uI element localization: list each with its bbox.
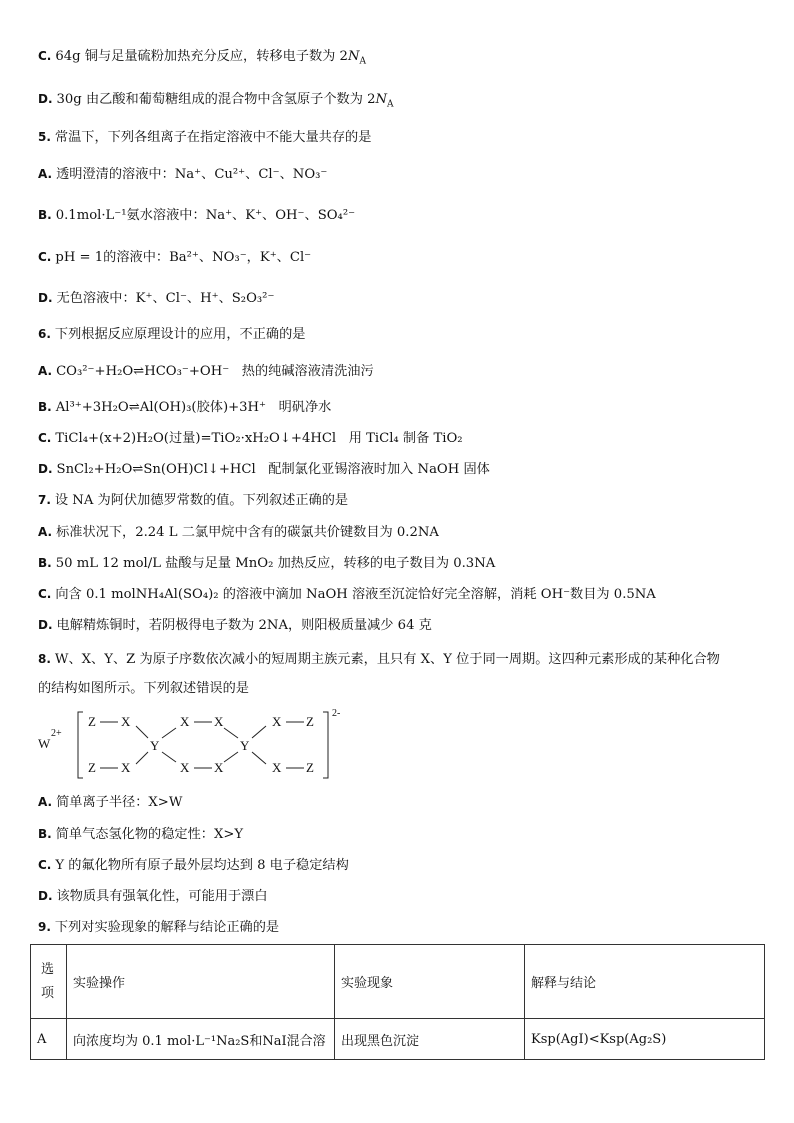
atom-x: X <box>214 714 224 729</box>
q5-option-a: A. 透明澄清的溶液中：Na⁺、Cu²⁺、Cl⁻、NO₃⁻ <box>38 167 328 182</box>
q8-stem-line1: 8. W、X、Y、Z 为原子序数依次减小的短周期主族元素，且只有 X、Y 位于同一周期。这四种元素形成的某种化合物 <box>38 652 720 667</box>
q5-option-d: D. 无色溶液中：K⁺、Cl⁻、H⁺、S₂O₃²⁻ <box>38 291 275 306</box>
cell-operation: 向浓度均为 0.1 mol·L⁻¹Na₂S和NaI混合溶 <box>67 1019 335 1060</box>
cell-phenomenon: 出现黑色沉淀 <box>335 1019 525 1060</box>
q8-option-d: D. 该物质具有强氧化性，可能用于漂白 <box>38 889 268 904</box>
q7-option-b: B. 50 mL 12 mol/L 盐酸与足量 MnO₂ 加热反应，转移的电子数目为 0.3NA <box>38 556 496 571</box>
q7-option-d: D. 电解精炼铜时，若阴极得电子数为 2NA，则阳极质量减少 64 克 <box>38 618 432 633</box>
atom-z: Z <box>88 714 96 729</box>
q9-stem: 9. 下列对实验现象的解释与结论正确的是 <box>38 920 280 935</box>
atom-x: X <box>180 714 190 729</box>
q8-option-c: C. Y 的氟化物所有原子最外层均达到 8 电子稳定结构 <box>38 858 349 873</box>
q8-stem-line2: 的结构如图所示。下列叙述错误的是 <box>38 681 249 696</box>
q8-option-b: B. 简单气态氢化物的稳定性：X>Y <box>38 827 244 842</box>
q6-option-b: B. Al³⁺+3H₂O⇌Al(OH)₃(胶体)+3H⁺ 明矾净水 <box>38 400 332 415</box>
anion-charge: 2- <box>332 708 341 719</box>
header-phenomenon: 实验现象 <box>335 945 525 1019</box>
q6-option-d: D. SnCl₂+H₂O⇌Sn(OH)Cl↓+HCl 配制氯化亚锡溶液时加入 NaOH 固体 <box>38 462 490 477</box>
atom-y: Y <box>150 738 160 753</box>
q7-stem: 7. 设 NA 为阿伏加德罗常数的值。下列叙述正确的是 <box>38 493 349 508</box>
header-option: 选项 <box>31 945 67 1019</box>
atom-x: X <box>214 760 224 775</box>
table-header-row <box>31 945 765 1019</box>
cell-conclusion: Ksp(AgI)<Ksp(Ag₂S) <box>525 1019 765 1060</box>
atom-x: X <box>272 714 282 729</box>
q9-table <box>30 944 765 1060</box>
atom-x: X <box>121 760 131 775</box>
atom-x: X <box>121 714 131 729</box>
q6-option-a: A. CO₃²⁻+H₂O⇌HCO₃⁻+OH⁻ 热的纯碱溶液清洗油污 <box>38 364 374 379</box>
atom-z: Z <box>306 760 314 775</box>
q8-option-a: A. 简单离子半径：X>W <box>38 795 183 810</box>
atom-z: Z <box>306 714 314 729</box>
q4-option-c: C. 64g 铜与足量硫粉加热充分反应，转移电子数为 $2N_A$ <box>38 49 366 67</box>
header-operation: 实验操作 <box>67 945 335 1019</box>
q7-option-c: C. 向含 0.1 molNH₄Al(SO₄)₂ 的溶液中滴加 NaOH 溶液至沉淀恰好完全溶解，消耗 OH⁻数目为 0.5NA <box>38 587 656 602</box>
cation-w: W <box>38 736 51 751</box>
q5-stem: 5. 常温下，下列各组离子在指定溶液中不能大量共存的是 <box>38 130 372 145</box>
atom-y: Y <box>240 738 250 753</box>
q5-option-b: B. 0.1mol·L⁻¹氨水溶液中：Na⁺、K⁺、OH⁻、SO₄²⁻ <box>38 208 356 223</box>
header-conclusion: 解释与结论 <box>525 945 765 1019</box>
q4-option-d: D. 30g 由乙酸和葡萄糖组成的混合物中含氢原子个数为 $2N_A$ <box>38 92 394 110</box>
q8-structure-diagram <box>38 708 358 784</box>
atom-x: X <box>272 760 282 775</box>
cell-option: A <box>31 1019 67 1060</box>
q7-option-a: A. 标准状况下，2.24 L 二氯甲烷中含有的碳氯共价键数目为 0.2NA <box>38 525 439 540</box>
atom-x: X <box>180 760 190 775</box>
cation-charge: 2+ <box>51 728 62 739</box>
table-row <box>31 1019 765 1060</box>
q6-stem: 6. 下列根据反应原理设计的应用，不正确的是 <box>38 327 306 342</box>
q5-option-c: C. pH = 1的溶液中：Ba²⁺、NO₃⁻，K⁺、Cl⁻ <box>38 250 312 265</box>
atom-z: Z <box>88 760 96 775</box>
q6-option-c: C. TiCl₄+(x+2)H₂O(过量)=TiO₂·xH₂O↓+4HCl 用 TiCl₄ 制备 TiO₂ <box>38 431 463 446</box>
